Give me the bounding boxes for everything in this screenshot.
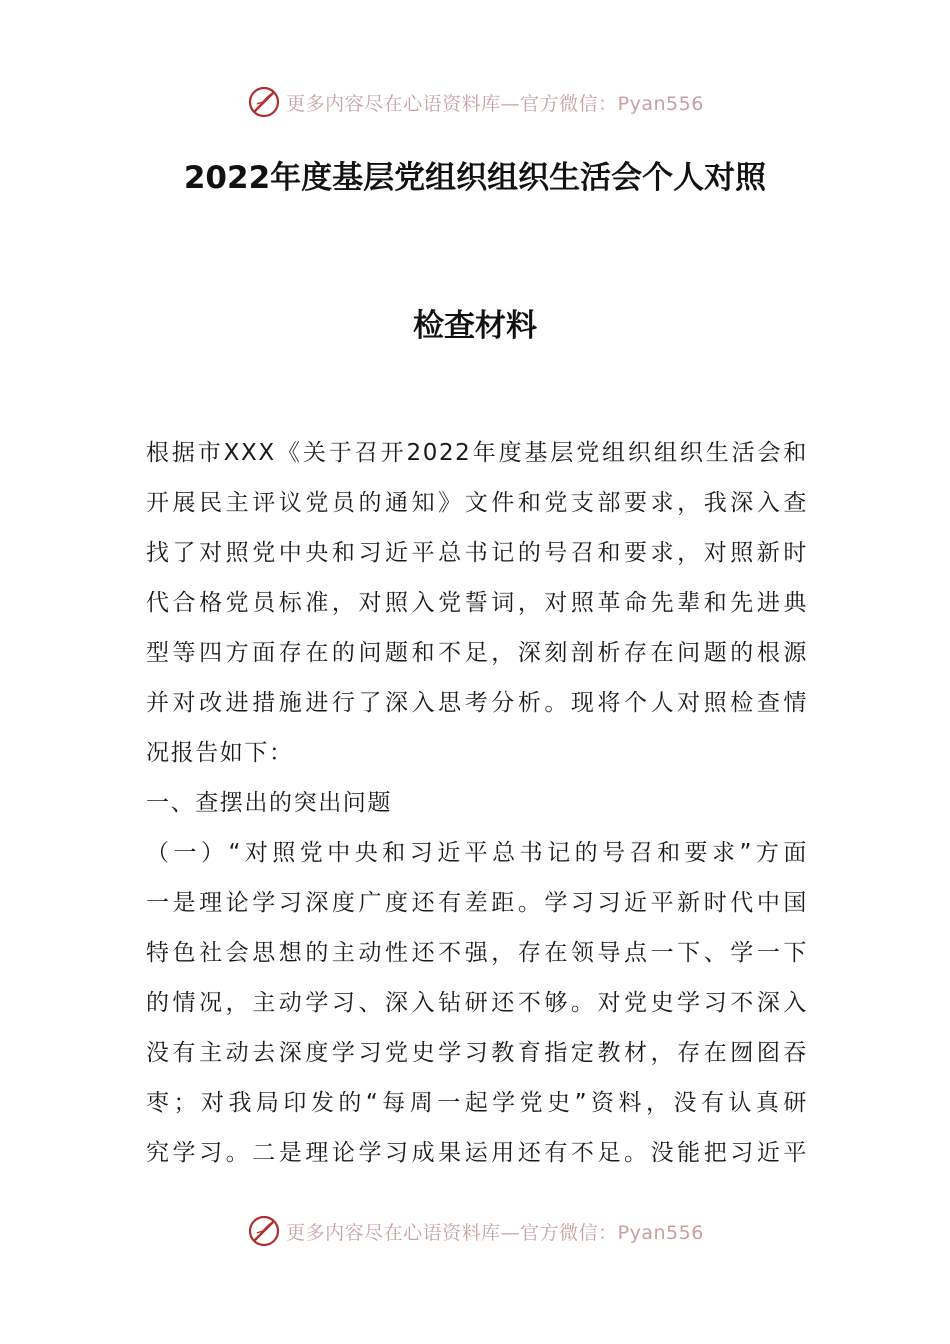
section-heading: 一、查摆出的突出问题 [146, 790, 392, 816]
watermark-text: 更多内容尽在心语资料库—官方微信：Pyan556 [286, 92, 704, 115]
document-body [146, 428, 808, 1178]
body-line: 并对改进措施进行了深入思考分析。现将个人对照检查情 [146, 690, 808, 716]
watermark-wechat-id: Pyan556 [617, 1221, 704, 1244]
body-line: 况报告如下： [146, 740, 294, 766]
watermark-banner-bottom [0, 1211, 950, 1251]
document-title-line2: 检查材料 [413, 308, 537, 344]
body-line: 特色社会思想的主动性还不强，存在领导点一下、学一下 [146, 940, 808, 966]
quill-logo-icon [246, 1213, 282, 1249]
quill-logo-icon [246, 84, 282, 120]
body-line: 根据市XXX《关于召开2022年度基层党组织组织生活会和 [146, 440, 808, 466]
body-line: 一是理论学习深度广度还有差距。学习习近平新时代中国 [146, 890, 808, 916]
body-line: 型等四方面存在的问题和不足，深刻剖析存在问题的根源 [146, 640, 808, 666]
body-line: 枣；对我局印发的“每周一起学党史”资料，没有认真研 [146, 1090, 808, 1116]
body-line: 没有主动去深度学习党史学习教育指定教材，存在囫囵吞 [146, 1040, 808, 1066]
body-line: 开展民主评议党员的通知》文件和党支部要求，我深入查 [146, 490, 808, 516]
body-line: 究学习。二是理论学习成果运用还有不足。没能把习近平 [146, 1140, 808, 1166]
body-line: 的情况，主动学习、深入钻研还不够。对党史学习不深入 [146, 990, 808, 1016]
watermark-text: 更多内容尽在心语资料库—官方微信：Pyan556 [286, 1221, 704, 1244]
subsection-heading: （一）“对照党中央和习近平总书记的号召和要求”方面 [146, 840, 808, 866]
watermark-wechat-id: Pyan556 [617, 92, 704, 115]
document-title-line1: 2022年度基层党组织组织生活会个人对照 [183, 160, 767, 196]
body-line: 代合格党员标准，对照入党誓词，对照革命先辈和先进典 [146, 590, 808, 616]
watermark-banner-top [0, 82, 950, 122]
body-line: 找了对照党中央和习近平总书记的号召和要求，对照新时 [146, 540, 808, 566]
